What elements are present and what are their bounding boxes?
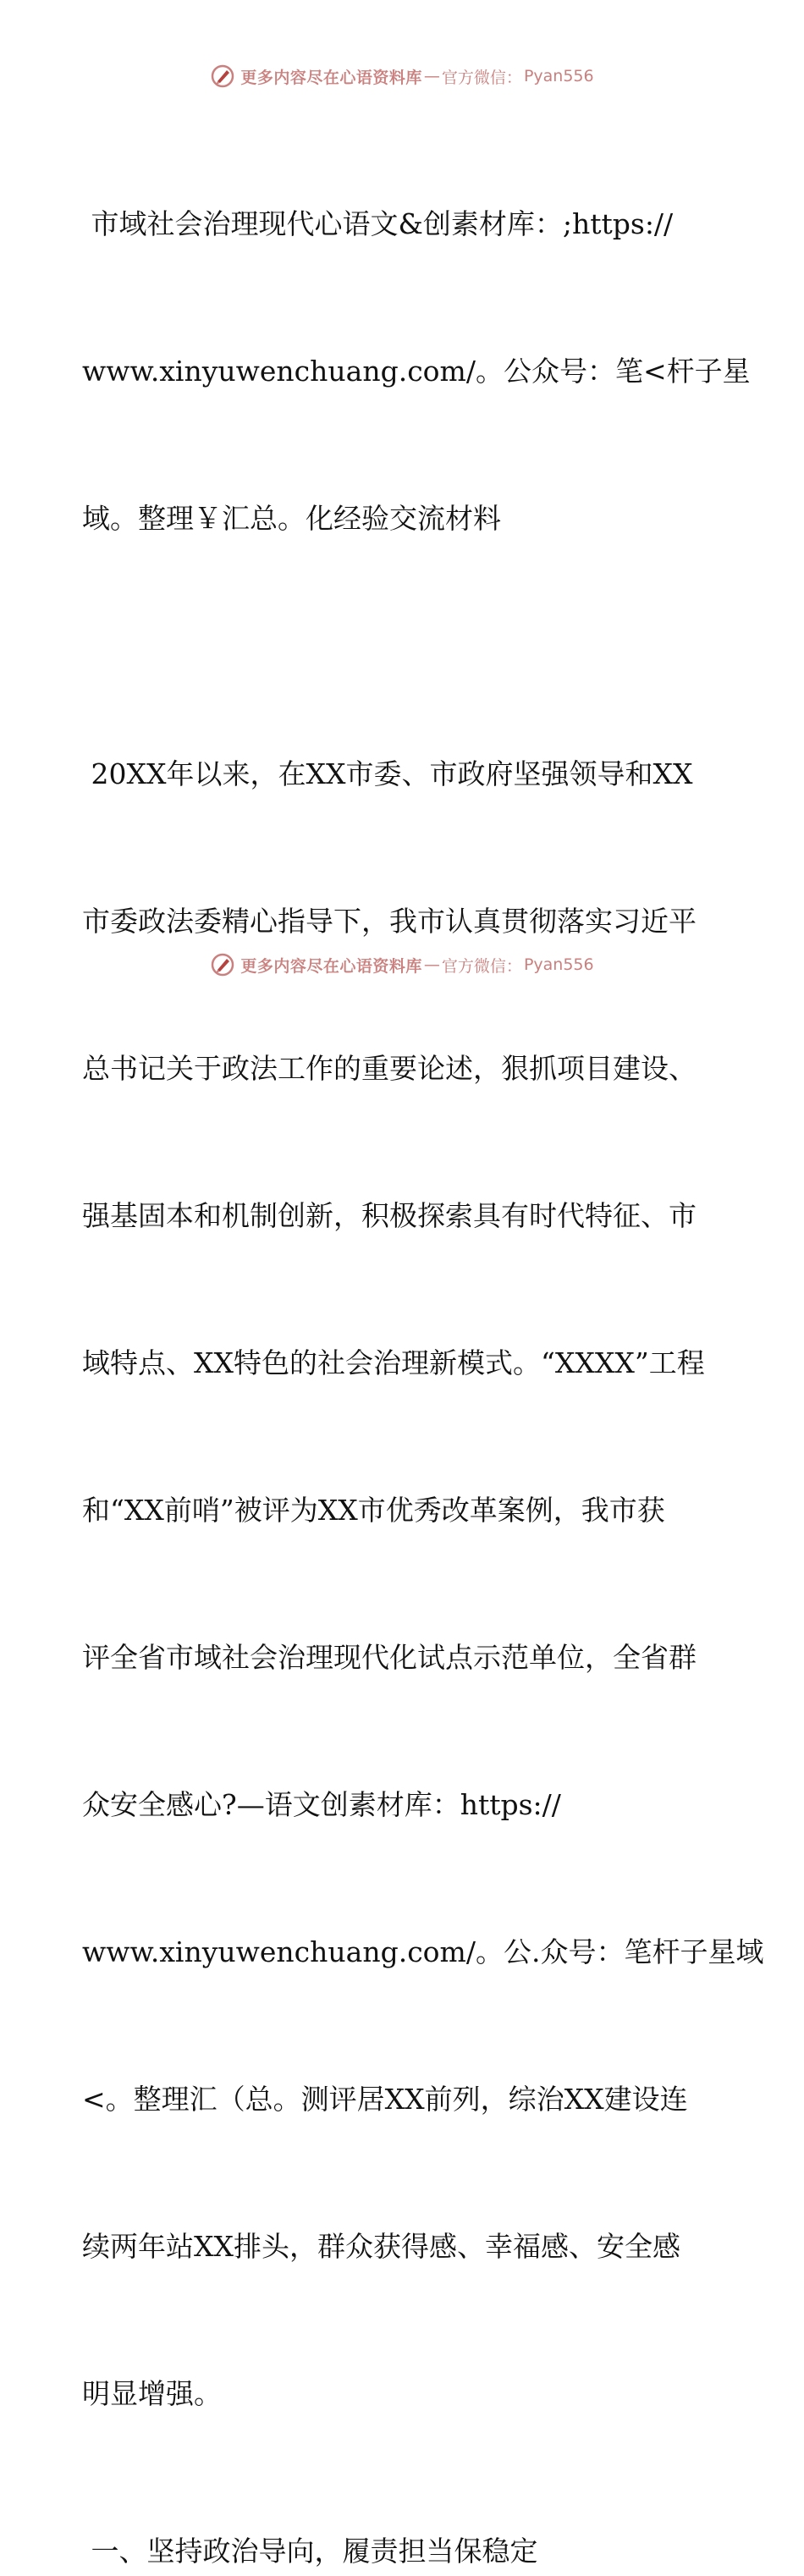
watermark-dash: — bbox=[423, 955, 440, 974]
text-line: 总书记关于政法工作的重要论述，狠抓项目建设、 bbox=[82, 1052, 697, 1085]
text-line: 域。整理￥汇总。化经验交流材料 bbox=[82, 502, 501, 535]
text-line: www.xinyuwenchuang.com/。公.众号：笔杆子星域 bbox=[82, 1935, 764, 1968]
text-line: 20XX年以来，在XX市委、市政府坚强领导和XX bbox=[82, 757, 693, 790]
paragraph-1 bbox=[82, 102, 751, 641]
pen-logo-icon bbox=[210, 952, 235, 977]
pen-logo-icon bbox=[210, 63, 235, 89]
document-body bbox=[82, 102, 764, 2576]
watermark-dash: — bbox=[423, 67, 440, 85]
text-line: 续两年站XX排头，群众获得感、幸福感、安全感 bbox=[82, 2230, 680, 2263]
text-line: 域特点、XX特色的社会治理新模式。“XXXX”工程 bbox=[82, 1346, 705, 1379]
watermark-banner-bottom bbox=[0, 948, 804, 982]
watermark-wechat-id: Pyan556 bbox=[523, 955, 594, 974]
watermark-text: 更多内容尽在心语资料库 bbox=[240, 956, 422, 976]
text-line: 和“XX前哨”被评为XX市优秀改革案例，我市获 bbox=[82, 1494, 665, 1527]
watermark-wechat-id: Pyan556 bbox=[523, 67, 594, 85]
watermark-text: 更多内容尽在心语资料库 bbox=[240, 68, 422, 87]
text-line: 明显增强。 bbox=[82, 2377, 222, 2410]
watermark-wechat-label: 官方微信： bbox=[441, 956, 522, 976]
text-line: 评全省市域社会治理现代化试点示范单位，全省群 bbox=[82, 1641, 697, 1674]
text-line: www.xinyuwenchuang.com/。公众号：笔<杆子星 bbox=[82, 355, 751, 388]
text-line: 市委政法委精心指导下，我市认真贯彻落实习近平 bbox=[82, 905, 697, 938]
paragraph-2 bbox=[82, 652, 764, 2517]
text-line: 众安全感心?—语文创素材库：https:// bbox=[82, 1788, 561, 1821]
watermark-wechat-label: 官方微信： bbox=[441, 68, 522, 87]
text-line: <。整理汇（总。测评居XX前列，综治XX建设连 bbox=[82, 2083, 688, 2116]
section-heading: 一、坚持政治导向，履责担当保稳定 bbox=[82, 2535, 538, 2568]
watermark-banner-top bbox=[0, 59, 804, 93]
text-line: 强基固本和机制创新，积极探索具有时代特征、市 bbox=[82, 1199, 697, 1232]
text-line: 市域社会治理现代心语文&创素材库：;https:// bbox=[82, 207, 674, 240]
